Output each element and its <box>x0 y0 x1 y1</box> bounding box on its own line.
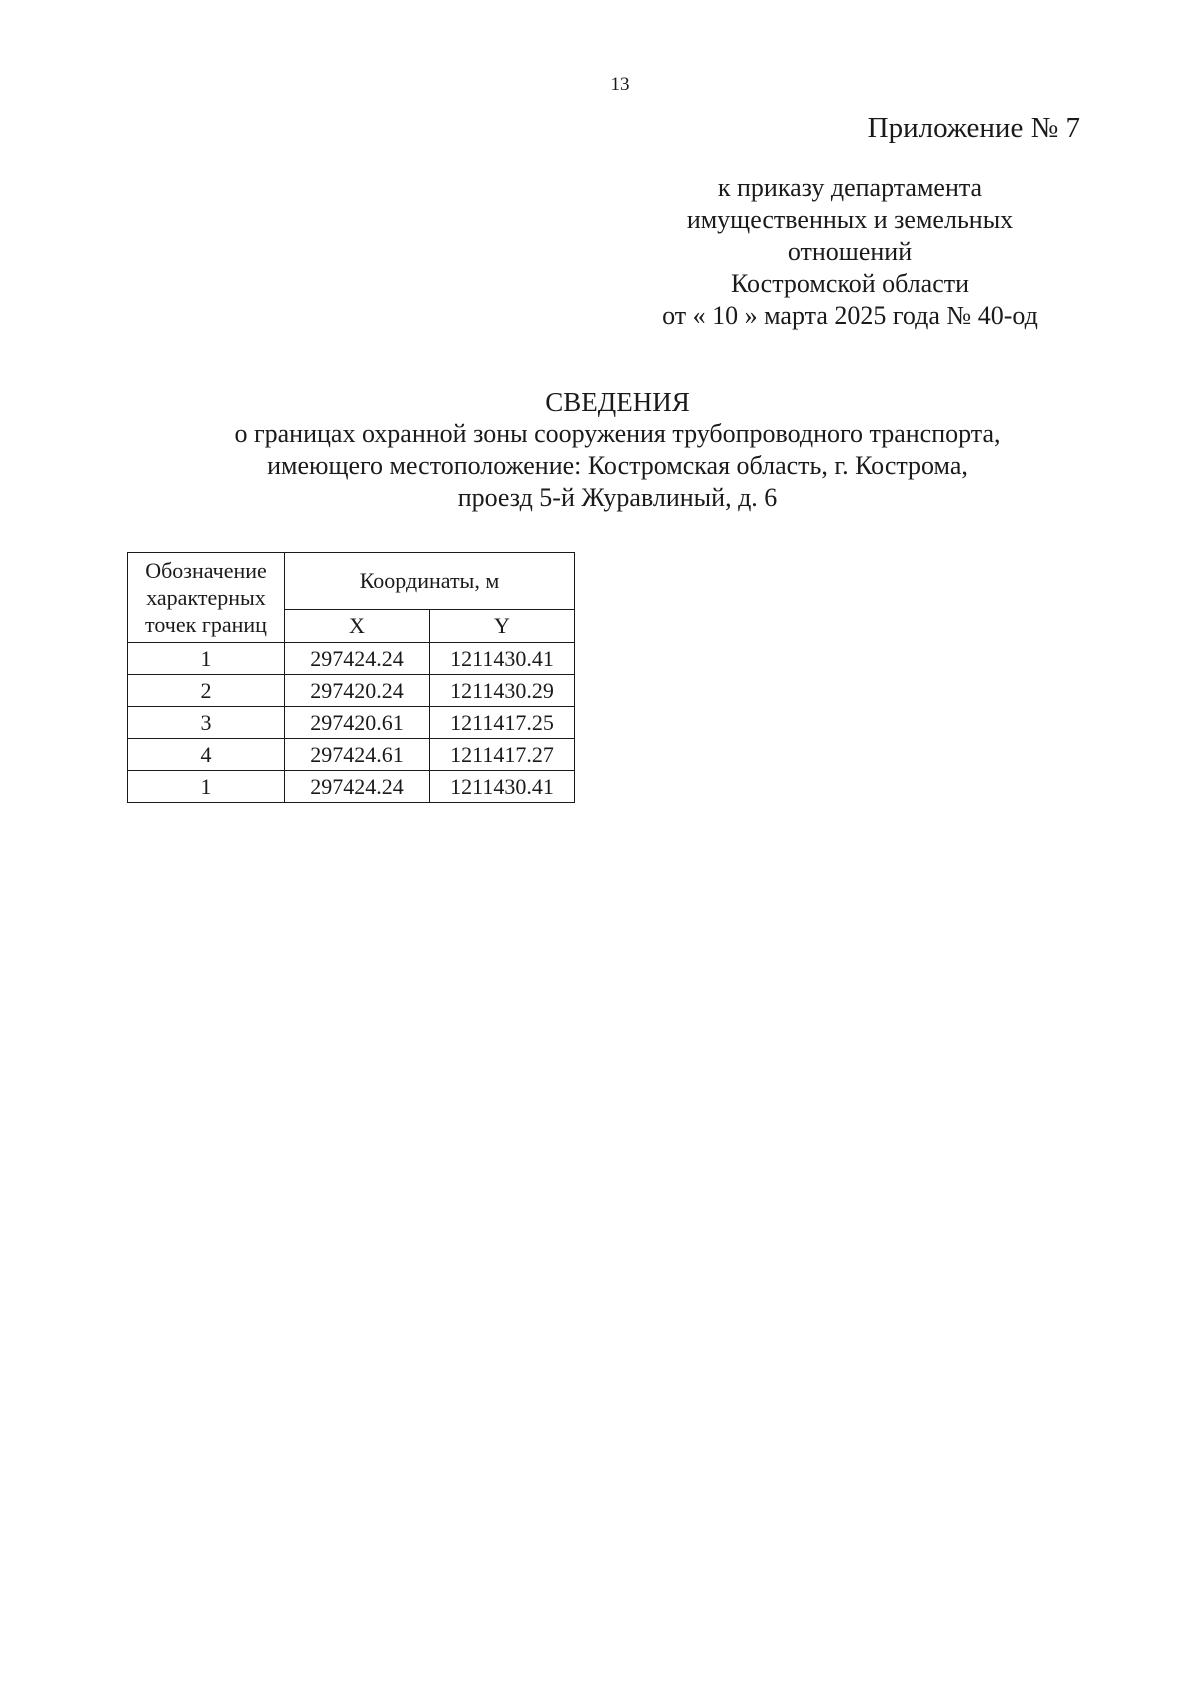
y-header: Y <box>430 609 575 642</box>
point-cell: 4 <box>128 739 285 771</box>
coordinates-header: Координаты, м <box>285 553 575 610</box>
point-designation-header <box>128 553 285 643</box>
point-cell: 3 <box>128 707 285 739</box>
point-cell: 2 <box>128 675 285 707</box>
y-cell: 1211430.29 <box>430 675 575 707</box>
x-cell: 297424.24 <box>285 771 430 803</box>
y-cell: 1211430.41 <box>430 643 575 675</box>
table-row <box>128 739 575 771</box>
point-cell: 1 <box>128 771 285 803</box>
heading-line: имеющего местоположение: Костромская область, г. Кострома, <box>267 451 968 480</box>
x-cell: 297420.24 <box>285 675 430 707</box>
point-header-line: характерных <box>146 585 266 610</box>
table-row <box>128 707 575 739</box>
order-line: Костромской области <box>730 269 970 298</box>
x-cell: 297420.61 <box>285 707 430 739</box>
heading-line: о границах охранной зоны сооружения трубопроводного транспорта, <box>234 419 1001 448</box>
x-header: X <box>285 609 430 642</box>
order-line: отношений <box>787 237 913 266</box>
order-reference <box>580 172 1120 332</box>
heading-title: СВЕДЕНИЯ <box>545 387 690 417</box>
table-row <box>128 675 575 707</box>
x-cell: 297424.61 <box>285 739 430 771</box>
coordinates-table <box>127 552 575 803</box>
point-header-line: Обозначение <box>145 558 267 583</box>
order-line: к приказу департамента <box>717 173 983 202</box>
heading-line: проезд 5-й Журавлиный, д. 6 <box>457 483 778 512</box>
point-header-line: точек границ <box>145 612 267 637</box>
y-cell: 1211430.41 <box>430 771 575 803</box>
order-line: имущественных и земельных <box>686 205 1014 234</box>
table-row <box>128 643 575 675</box>
document-heading <box>120 386 1115 514</box>
page-number: 13 <box>610 74 630 95</box>
appendix-title: Приложение № 7 <box>867 112 1080 144</box>
table-row <box>128 771 575 803</box>
y-cell: 1211417.27 <box>430 739 575 771</box>
x-cell: 297424.24 <box>285 643 430 675</box>
y-cell: 1211417.25 <box>430 707 575 739</box>
point-cell: 1 <box>128 643 285 675</box>
order-date-line: от « 10 » марта 2025 года № 40-од <box>662 301 1038 330</box>
